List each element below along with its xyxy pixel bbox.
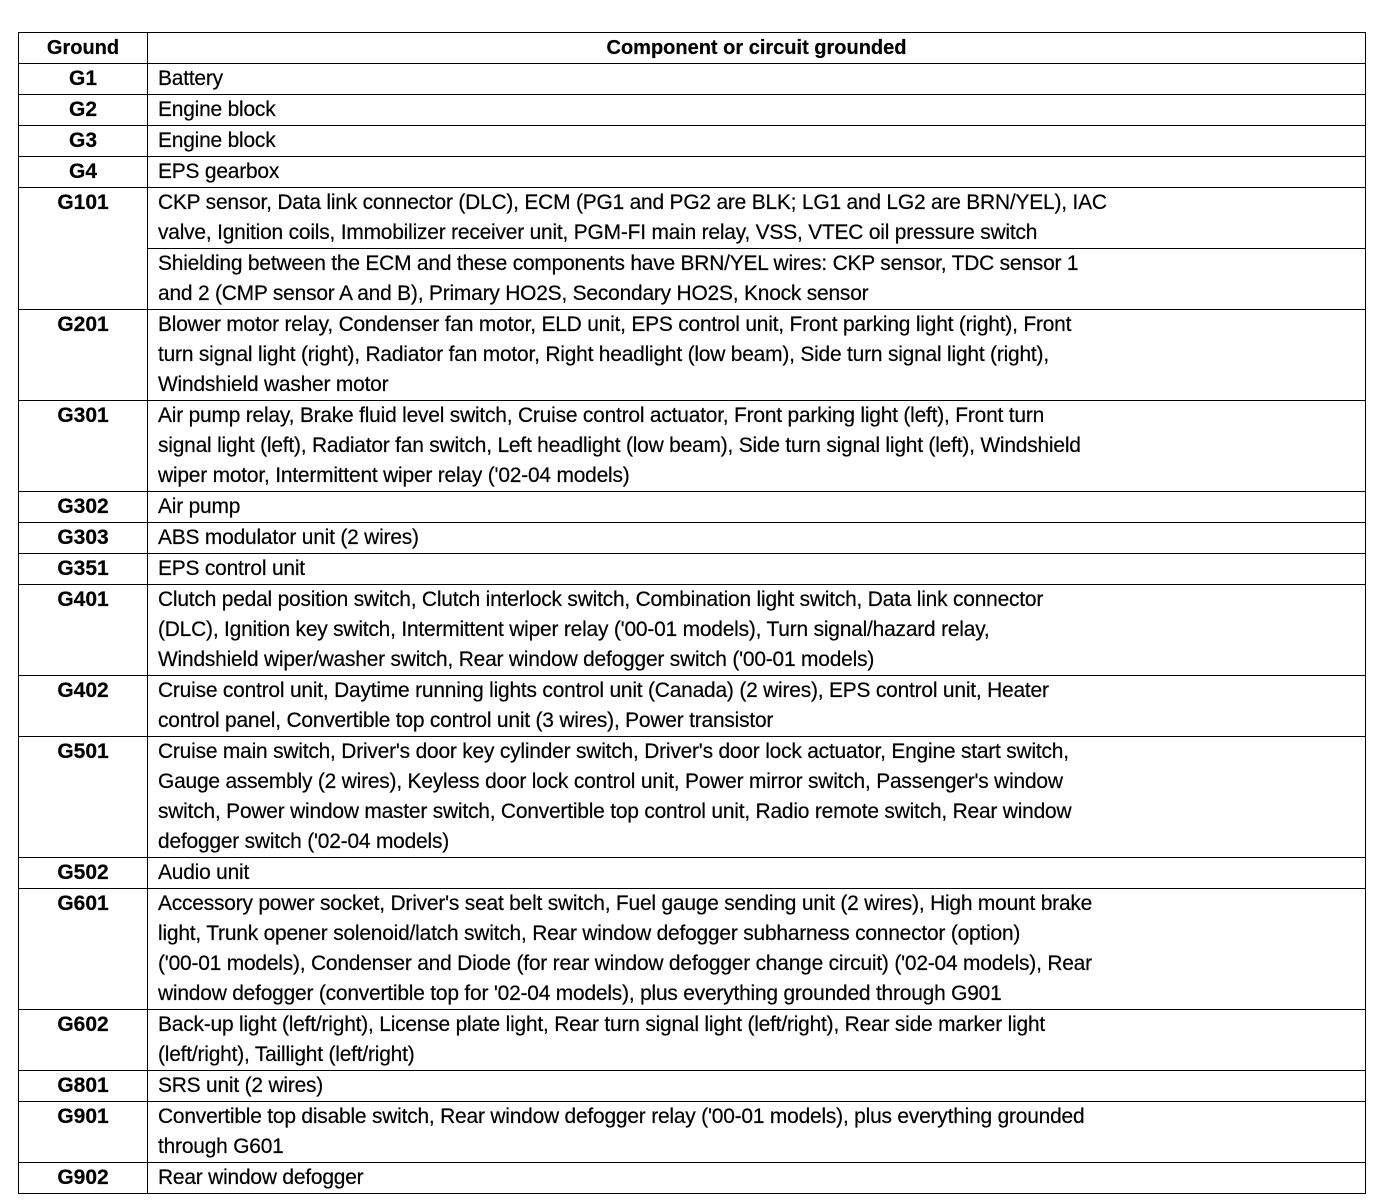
table-row [19, 888, 1365, 1009]
ground-id-cell: G602 [19, 1010, 148, 1070]
component-text-line: Gauge assembly (2 wires), Keyless door lock control unit, Power mirror switch, Passenger's window [158, 770, 1063, 793]
component-block [148, 248, 1365, 309]
header-component: Component or circuit grounded [606, 37, 907, 59]
component-cell [148, 492, 1365, 522]
component-cell [148, 523, 1365, 553]
table-row [19, 400, 1365, 491]
table-row [19, 522, 1365, 553]
component-text-line: Windshield wiper/washer switch, Rear window defogger switch ('00-01 models) [158, 648, 875, 671]
ground-id-cell: G101 [19, 188, 148, 309]
component-text-line: and 2 (CMP sensor A and B), Primary HO2S, Secondary HO2S, Knock sensor [158, 282, 869, 305]
table-row [19, 156, 1365, 187]
component-text-line: Accessory power socket, Driver's seat belt switch, Fuel gauge sending unit (2 wires), High mount brake [158, 892, 1093, 915]
ground-id-cell: G303 [19, 523, 148, 553]
component-text-line: through G601 [158, 1135, 284, 1158]
component-cell [148, 157, 1365, 187]
component-text-line: Audio unit [158, 861, 250, 884]
component-block [148, 401, 1365, 491]
component-cell [148, 1071, 1365, 1101]
component-cell [148, 676, 1365, 736]
component-cell [148, 1010, 1365, 1070]
component-block [148, 126, 1365, 156]
component-block [148, 523, 1365, 553]
component-cell [148, 585, 1365, 675]
table-row [19, 63, 1365, 94]
ground-id-cell: G2 [19, 95, 148, 125]
component-text-line: Windshield washer motor [158, 373, 389, 396]
ground-id-cell: G201 [19, 310, 148, 400]
component-cell [148, 95, 1365, 125]
table-row [19, 857, 1365, 888]
component-block [148, 1102, 1365, 1162]
ground-id-cell: G301 [19, 401, 148, 491]
table-row [19, 1101, 1365, 1162]
ground-id-cell: G901 [19, 1102, 148, 1162]
component-cell [148, 554, 1365, 584]
table-row [19, 1070, 1365, 1101]
table-header-row [19, 33, 1365, 63]
component-block [148, 64, 1365, 94]
component-text-line: CKP sensor, Data link connector (DLC), ECM (PG1 and PG2 are BLK; LG1 and LG2 are BRN/YEL), IAC [158, 191, 1107, 214]
table-row [19, 1009, 1365, 1070]
component-text-line: Shielding between the ECM and these components have BRN/YEL wires: CKP sensor, TDC sensor 1 [158, 252, 1079, 275]
ground-id-cell: G1 [19, 64, 148, 94]
component-text-line: valve, Ignition coils, Immobilizer receiver unit, PGM-FI main relay, VSS, VTEC oil pressure switch [158, 221, 1038, 244]
table-row [19, 187, 1365, 309]
ground-id-cell: G501 [19, 737, 148, 857]
component-text-line: Cruise control unit, Daytime running lights control unit (Canada) (2 wires), EPS control unit, Heater [158, 679, 1049, 702]
component-text-line: defogger switch ('02-04 models) [158, 830, 449, 853]
component-text-line: ABS modulator unit (2 wires) [158, 526, 419, 549]
component-cell [148, 126, 1365, 156]
component-cell [148, 858, 1365, 888]
component-block [148, 1071, 1365, 1101]
ground-id-cell: G902 [19, 1163, 148, 1193]
table-row [19, 491, 1365, 522]
component-cell [148, 310, 1365, 400]
component-text-line: EPS gearbox [158, 160, 280, 183]
component-text-line: switch, Power window master switch, Convertible top control unit, Radio remote switch, Rear window [158, 800, 1072, 823]
component-text-line: EPS control unit [158, 557, 305, 580]
ground-id-cell: G601 [19, 889, 148, 1009]
component-text-line: SRS unit (2 wires) [158, 1074, 324, 1097]
component-block [148, 157, 1365, 187]
ground-id-cell: G351 [19, 554, 148, 584]
component-cell [148, 64, 1365, 94]
component-block [148, 1010, 1365, 1070]
component-block [148, 188, 1365, 248]
ground-id-cell: G502 [19, 858, 148, 888]
header-ground: Ground [19, 33, 148, 63]
table-row [19, 584, 1365, 675]
component-text-line: control panel, Convertible top control unit (3 wires), Power transistor [158, 709, 774, 732]
ground-id-cell: G801 [19, 1071, 148, 1101]
table-row [19, 125, 1365, 156]
ground-id-cell: G401 [19, 585, 148, 675]
ground-id-cell: G402 [19, 676, 148, 736]
component-text-line: (DLC), Ignition key switch, Intermittent wiper relay ('00-01 models), Turn signal/hazard relay, [158, 618, 990, 641]
ground-id-cell: G4 [19, 157, 148, 187]
ground-id-cell: G3 [19, 126, 148, 156]
table-row [19, 94, 1365, 125]
table-row [19, 736, 1365, 857]
component-text-line: Air pump relay, Brake fluid level switch, Cruise control actuator, Front parking light (left), Front turn [158, 404, 1045, 427]
component-text-line: Cruise main switch, Driver's door key cylinder switch, Driver's door lock actuator, Engine start switch, [158, 740, 1069, 763]
component-text-line: turn signal light (right), Radiator fan motor, Right headlight (low beam), Side turn signal light (right), [158, 343, 1049, 366]
component-cell [148, 1102, 1365, 1162]
component-text-line: Rear window defogger [158, 1166, 364, 1189]
component-block [148, 889, 1365, 1009]
component-block [148, 737, 1365, 857]
component-cell [148, 889, 1365, 1009]
table-row [19, 1162, 1365, 1193]
component-block [148, 858, 1365, 888]
component-text-line: (left/right), Taillight (left/right) [158, 1043, 415, 1066]
component-cell [148, 401, 1365, 491]
component-text-line: Air pump [158, 495, 241, 518]
component-text-line: ('00-01 models), Condenser and Diode (for rear window defogger change circuit) ('02-04 models), Rear [158, 952, 1092, 975]
component-text-line: Battery [158, 67, 223, 90]
component-cell [148, 1163, 1365, 1193]
component-text-line: Back-up light (left/right), License plate light, Rear turn signal light (left/right), Rear side marker light [158, 1013, 1046, 1036]
component-block [148, 585, 1365, 675]
component-block [148, 492, 1365, 522]
component-block [148, 95, 1365, 125]
component-text-line: Engine block [158, 129, 276, 152]
ground-id-cell: G302 [19, 492, 148, 522]
component-block [148, 1163, 1365, 1193]
component-cell [148, 737, 1365, 857]
component-cell [148, 188, 1365, 309]
table-row [19, 675, 1365, 736]
component-text-line: Blower motor relay, Condenser fan motor, ELD unit, EPS control unit, Front parking light (right), Front [158, 313, 1072, 336]
component-text-line: signal light (left), Radiator fan switch, Left headlight (low beam), Side turn signal light (left), Windshield [158, 434, 1081, 457]
ground-table [18, 32, 1366, 1194]
component-text-line: light, Trunk opener solenoid/latch switch, Rear window defogger subharness connector (option) [158, 922, 1021, 945]
component-text-line: Convertible top disable switch, Rear window defogger relay ('00-01 models), plus everything grounded [158, 1105, 1085, 1128]
component-text-line: Clutch pedal position switch, Clutch interlock switch, Combination light switch, Data link connector [158, 588, 1044, 611]
component-text-line: window defogger (convertible top for '02-04 models), plus everything grounded through G901 [158, 982, 1002, 1005]
component-block [148, 310, 1365, 400]
component-text-line: wiper motor, Intermittent wiper relay ('02-04 models) [158, 464, 630, 487]
component-text-line: Engine block [158, 98, 276, 121]
component-block [148, 676, 1365, 736]
table-row [19, 553, 1365, 584]
table-row [19, 309, 1365, 400]
component-block [148, 554, 1365, 584]
